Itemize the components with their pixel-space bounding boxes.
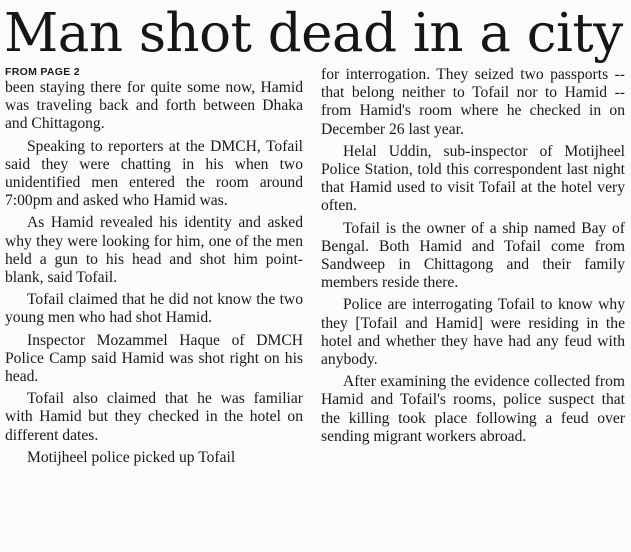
paragraph: Helal Uddin, sub-inspector of Motijheel Police Station, told this correspondent last night that Hamid used to visit Tofail at the hotel very often. xyxy=(321,142,625,215)
paragraph: As Hamid revealed his identity and asked why they were looking for him, one of the men held a gun to his head and shot him point-blank, said Tofail. xyxy=(5,214,303,287)
paragraph: Tofail also claimed that he was familiar with Hamid but they checked in the hotel on different dates. xyxy=(5,390,303,444)
paragraph: Police are interrogating Tofail to know why they [Tofail and Hamid] were residing in the hotel and whether they have had any feud with anybody. xyxy=(321,296,625,369)
paragraph: After examining the evidence collected from Hamid and Tofail's rooms, police suspect that the killing took place following a feud over sending migrant workers abroad. xyxy=(321,373,625,445)
paragraph: Speaking to reporters at the DMCH, Tofail said they were chatting in his when two unidentified men entered the room around 7:00pm and asked who Hamid was. xyxy=(5,137,303,210)
paragraph: been staying there for quite some now, Hamid was traveling back and forth between Dhaka and Chittagong. xyxy=(5,79,303,133)
left-column xyxy=(5,66,303,471)
paragraph: Inspector Mozammel Haque of DMCH Police Camp said Hamid was shot right on his head. xyxy=(5,331,303,386)
paragraph: for interrogation. They seized two passports -- that belong neither to Tofail nor to Hamid -- from Hamid's room where he checked in on December 26 last year. xyxy=(321,66,625,138)
paragraph: Tofail is the owner of a ship named Bay of Bengal. Both Hamid and Tofail come from Sandweep in Chittagong and their family members reside there. xyxy=(321,219,625,292)
paragraph: Tofail claimed that he did not know the two young men who had shot Hamid. xyxy=(5,291,303,327)
continuation-kicker: FROM PAGE 2 xyxy=(5,66,80,78)
paragraph: Motijheel police picked up Tofail xyxy=(27,448,236,466)
headline: Man shot dead in a city xyxy=(4,3,623,64)
right-column xyxy=(321,66,625,450)
